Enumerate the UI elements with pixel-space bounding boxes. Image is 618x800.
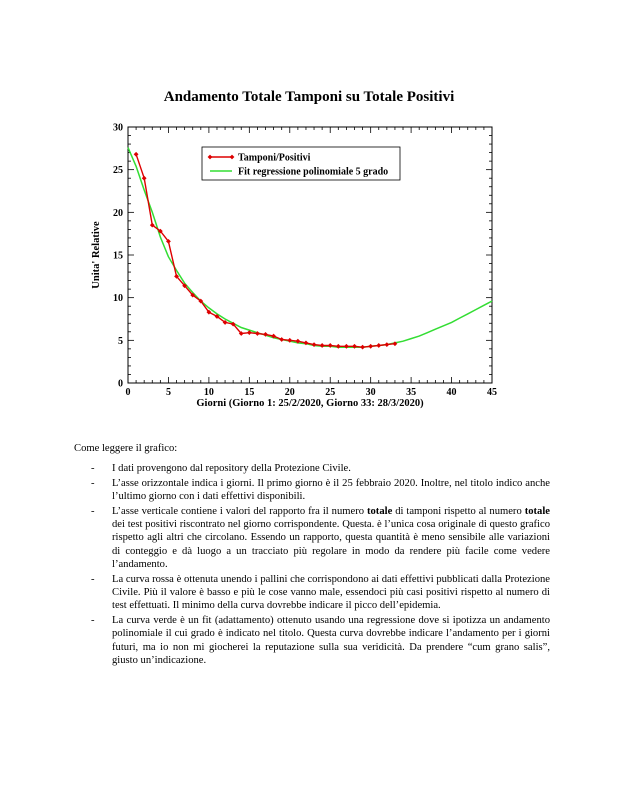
data-point-marker (360, 345, 365, 350)
data-point-marker (376, 343, 381, 348)
x-tick-label: 25 (325, 387, 336, 398)
x-tick-label: 30 (365, 387, 376, 398)
y-axis-label: Unita' Relative (91, 221, 102, 289)
bullet-item (74, 505, 550, 572)
y-tick-label: 10 (113, 293, 123, 305)
bullet-text: di tamponi rispetto al numero (392, 505, 525, 517)
bullet-list (74, 462, 550, 667)
data-point-marker (134, 152, 139, 157)
explanation-text (74, 442, 550, 669)
bullet-item (74, 477, 550, 504)
data-point-marker (368, 344, 373, 349)
x-tick-label: 35 (406, 387, 417, 398)
bullet-item (74, 614, 550, 668)
y-tick-label: 5 (118, 335, 123, 347)
y-tick-label: 25 (113, 165, 123, 177)
data-series-line (136, 154, 395, 347)
data-point-marker (320, 343, 325, 348)
data-point-marker (336, 344, 341, 349)
bullet-item (74, 573, 550, 613)
bullet-text: La curva verde è un fit (adattamento) ottenuto usando una regressione dove si ipotizza un andamento polinomiale il cui grado è indicato nel titolo. Questa curva dovrebbe indicare l’andamento per i giorni futuri, ma io non mi giocherei la reputazione sulla sua veridicità. Da prendere “cum grano salis”, giusto un’indicazione. (112, 614, 550, 667)
x-tick-label: 40 (446, 387, 457, 398)
x-tick-label: 15 (244, 387, 255, 398)
y-tick-label: 0 (118, 378, 123, 390)
bullet-text: L’asse orizzontale indica i giorni. Il primo giorno è il 25 febbraio 2020. Inoltre, nel titolo indico anche l’ultimo giorno con i dati effettivi disponibili. (112, 477, 550, 503)
data-point-marker (142, 176, 147, 181)
data-point-marker (279, 337, 284, 342)
data-point-marker (344, 344, 349, 349)
x-tick-label: 45 (487, 387, 497, 398)
bullet-text: I dati provengono dal repository della Protezione Civile. (112, 463, 351, 475)
bullet-text: La curva rossa è ottenuta unendo i pallini che corrispondono ai dati effettivi pubblicati dalla Protezione Civile. Più il valore è basso e più le cose vanno male, essendoci più casi positivi rispetto al numero di test effettuati. Il minimo della curva dovrebbe indicare il picco dell’epidemia. (112, 573, 550, 612)
chart-title: Andamento Totale Tamponi su Totale Positivi (163, 89, 455, 105)
bold-word: totale (366, 505, 393, 517)
y-tick-label: 30 (113, 122, 123, 134)
y-tick-label: 15 (113, 250, 123, 262)
bold-word: totale (524, 505, 550, 517)
bullet-text: dei test positivi riscontrato nel giorno corrispondente. Questa. è l’unica cosa originale di questo grafico rispetto agli altri che circolano. Essendo un rapporto, questa quantità è meno sensibile alle variazioni di conteggio e dà luogo a un tracciato più regolare in modo da rendere più facile come vedere l’andamento. (112, 519, 550, 571)
data-point-marker (352, 344, 357, 349)
x-tick-label: 20 (284, 387, 295, 398)
x-tick-label: 5 (165, 387, 171, 398)
x-tick-label: 0 (125, 387, 131, 398)
x-axis-label: Giorni (Giorno 1: 25/2/2020, Giorno 33: 28/3/2020) (196, 398, 424, 409)
bullet-item (74, 462, 550, 475)
intro-text: Come leggere il grafico: (74, 443, 178, 454)
bullet-text: L’asse verticale contiene i valori del rapporto fra il numero (112, 505, 367, 517)
y-tick-label: 20 (113, 207, 123, 219)
legend-label-fit: Fit regressione polinomiale 5 grado (238, 166, 389, 178)
data-point-marker (384, 342, 389, 347)
x-tick-label: 10 (203, 387, 214, 398)
legend-label-data: Tamponi/Positivi (238, 152, 311, 164)
